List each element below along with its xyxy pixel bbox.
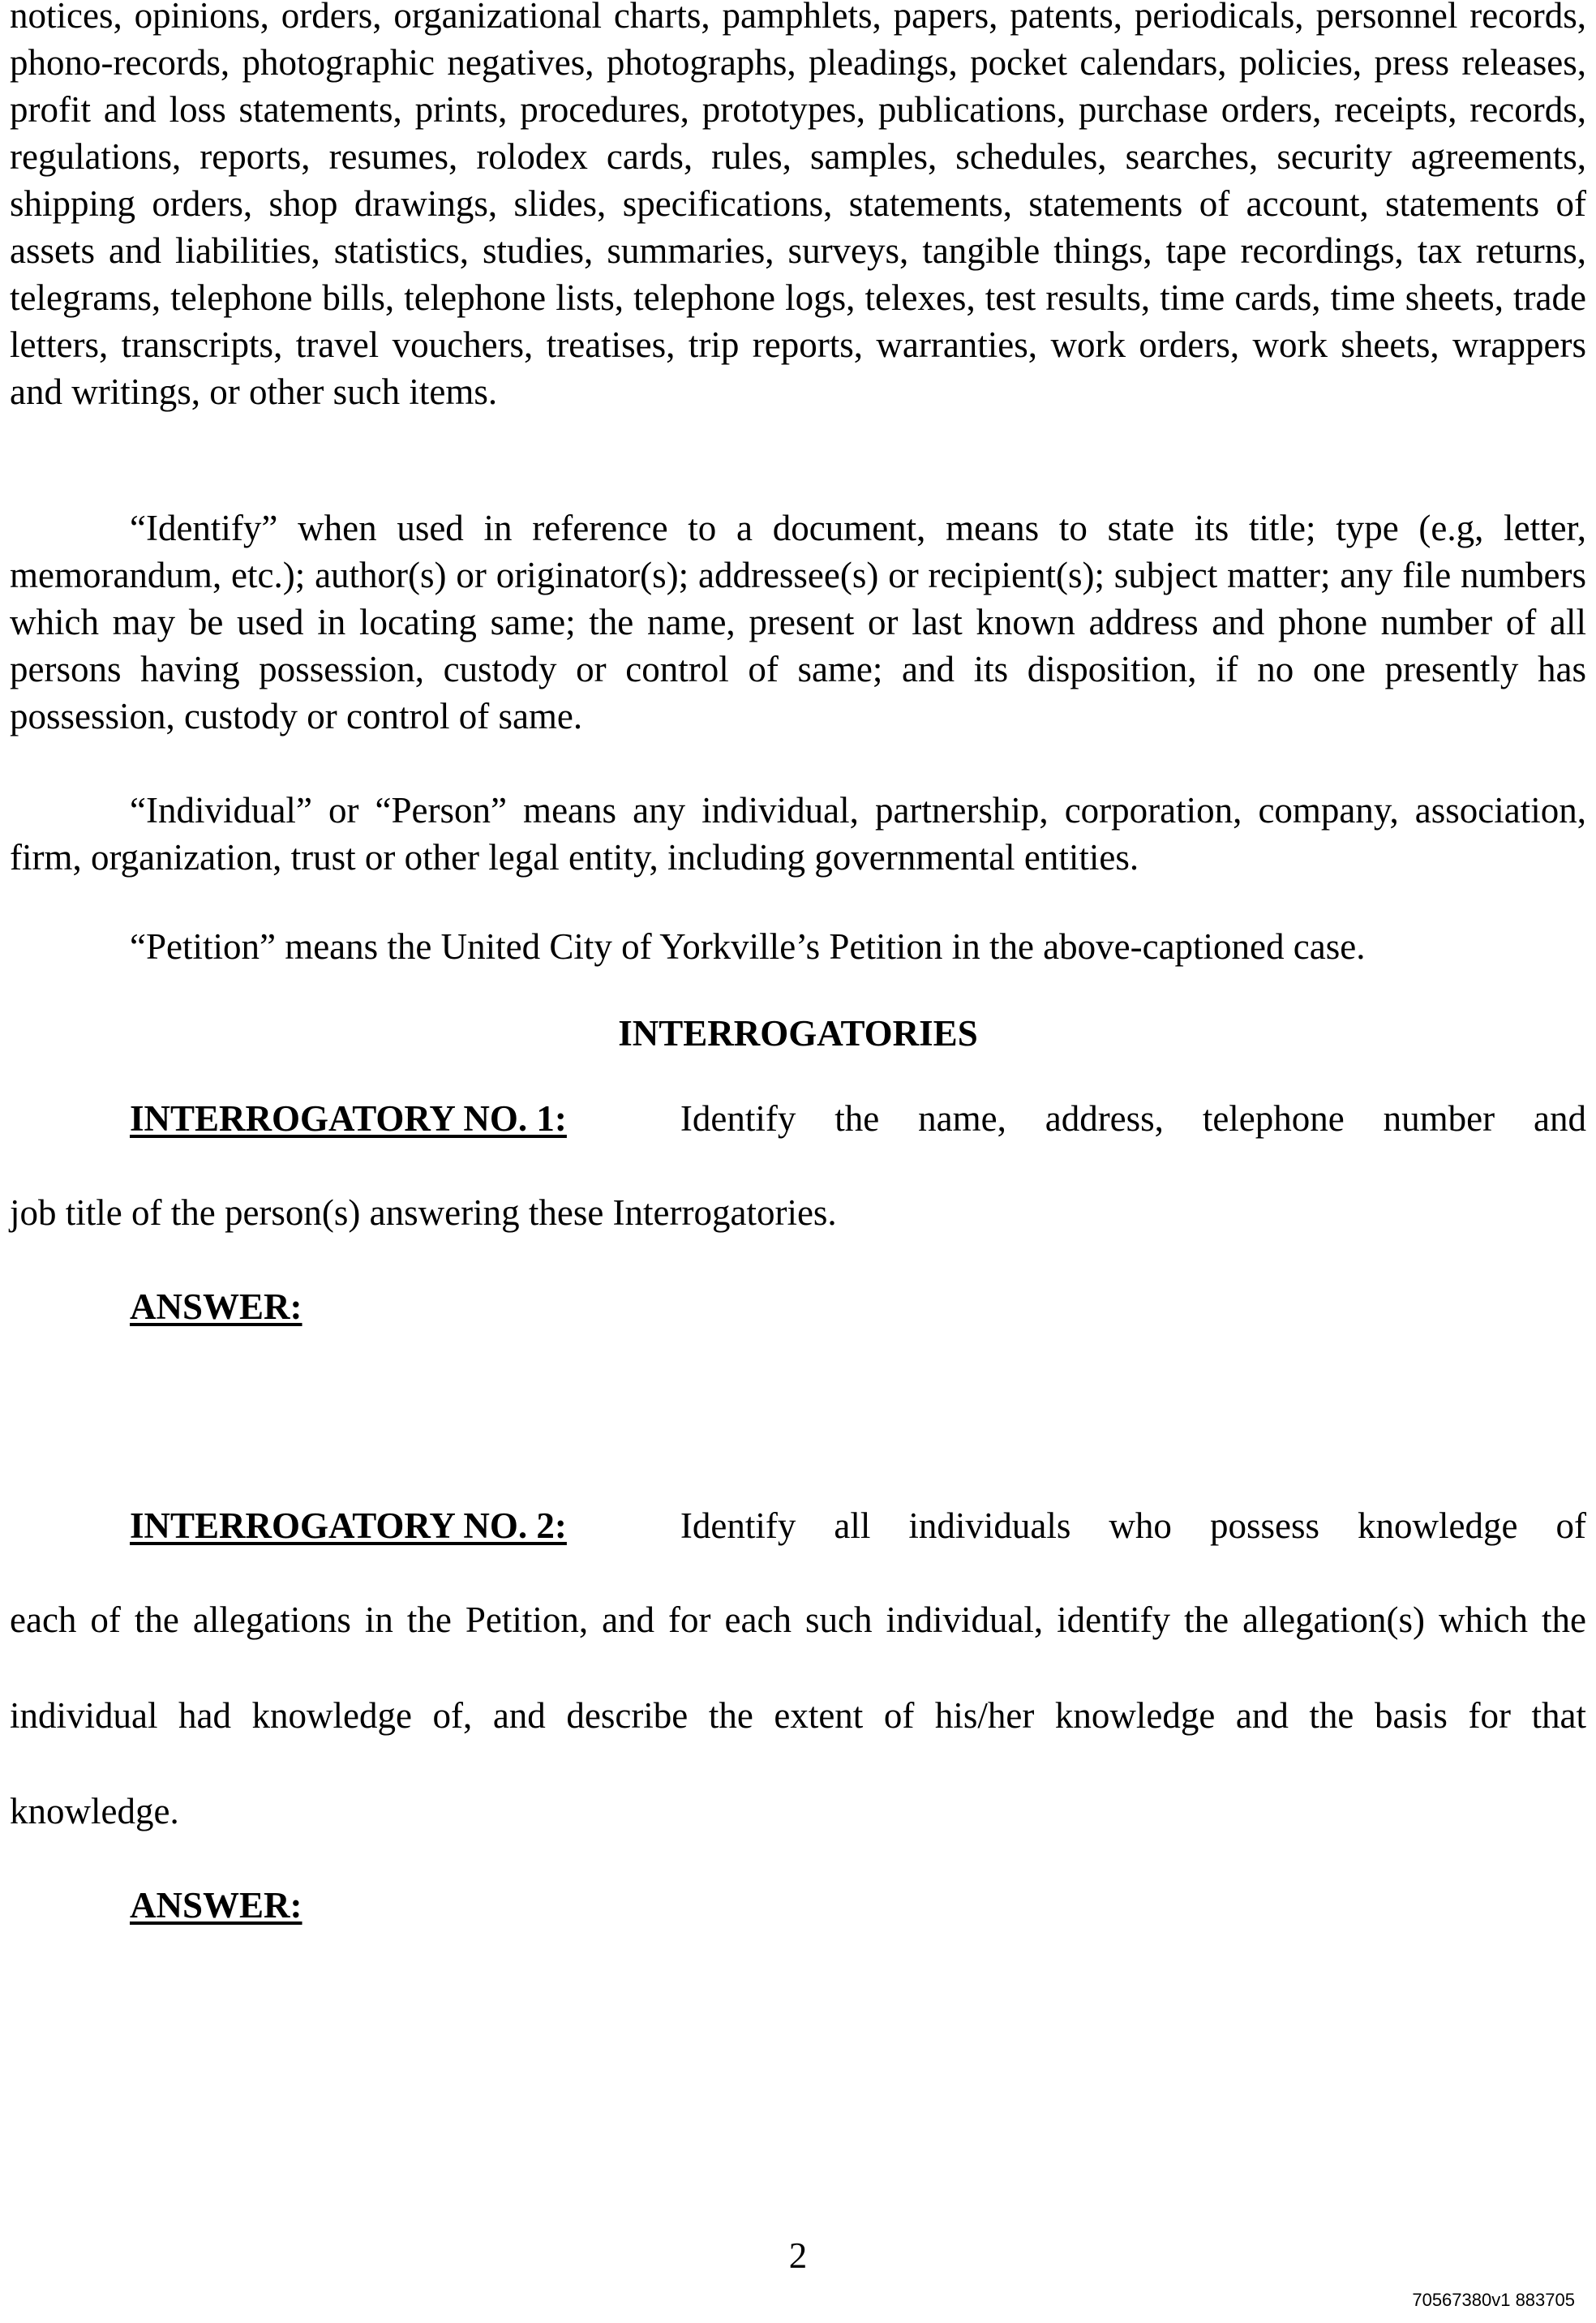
interrogatory-2-text-rest: each of the allegations in the Petition, and for each such individual, identify the allegation(s) which the individual had knowledge of, and describe the extent of his/her knowledge and the basis for that knowledge. [10, 1599, 1586, 1831]
interrogatory-2-text-start: Identify all individuals who possess knowledge of [680, 1505, 1586, 1546]
section-heading: INTERROGATORIES [618, 1013, 978, 1054]
interrogatory-1-answer-label: ANSWER: [130, 1286, 302, 1327]
petition-definition-paragraph: “Petition” means the United City of Yorkville’s Petition in the above-captioned case. [130, 926, 1366, 967]
interrogatory-2-first-line [10, 1502, 1586, 1549]
interrogatory-2-answer-label: ANSWER: [130, 1885, 302, 1926]
page-number: 2 [788, 2235, 808, 2276]
interrogatory-1-label: INTERROGATORY NO. 1: [130, 1098, 567, 1139]
interrogatory-1-text-rest: job title of the person(s) answering these Interrogatories. [10, 1192, 837, 1233]
document-id-footer: 70567380v1 883705 [1412, 2290, 1575, 2310]
definitions-continued-paragraph: notices, opinions, orders, organizational charts, pamphlets, papers, patents, periodicals, personnel records, phono-records, photographic negatives, photographs, pleadings, pocket calendars, policies, press releases, profit and loss statements, prints, procedures, prototypes, publications, purchase orders, receipts, records, regulations, reports, resumes, rolodex cards, rules, samples, schedules, searches, security agreements, shipping orders, shop drawings, slides, specifications, statements, statements of account, statements of assets and liabilities, statistics, studies, summaries, surveys, tangible things, tape recordings, tax returns, telegrams, telephone bills, telephone lists, telephone logs, telexes, test results, time cards, time sheets, trade letters, transcripts, travel vouchers, treatises, trip reports, warranties, work orders, work sheets, wrappers and writings, or other such items. [10, 0, 1586, 412]
interrogatory-1-first-line [10, 1095, 1586, 1142]
interrogatory-1-text-start: Identify the name, address, telephone number and [680, 1098, 1586, 1139]
identify-definition-paragraph: “Identify” when used in reference to a document, means to state its title; type (e.g, letter, memorandum, etc.); author(s) or originator(s); addressee(s) or recipient(s); subject matter; any file numbers which may be used in locating same; the name, present or last known address and phone number of all persons having possession, custody or control of same; and its disposition, if no one presently has possession, custody or control of same. [10, 508, 1586, 736]
interrogatory-2-label: INTERROGATORY NO. 2: [130, 1505, 567, 1546]
individual-definition-paragraph: “Individual” or “Person” means any individual, partnership, corporation, company, association, firm, organization, trust or other legal entity, including governmental entities. [10, 790, 1586, 878]
